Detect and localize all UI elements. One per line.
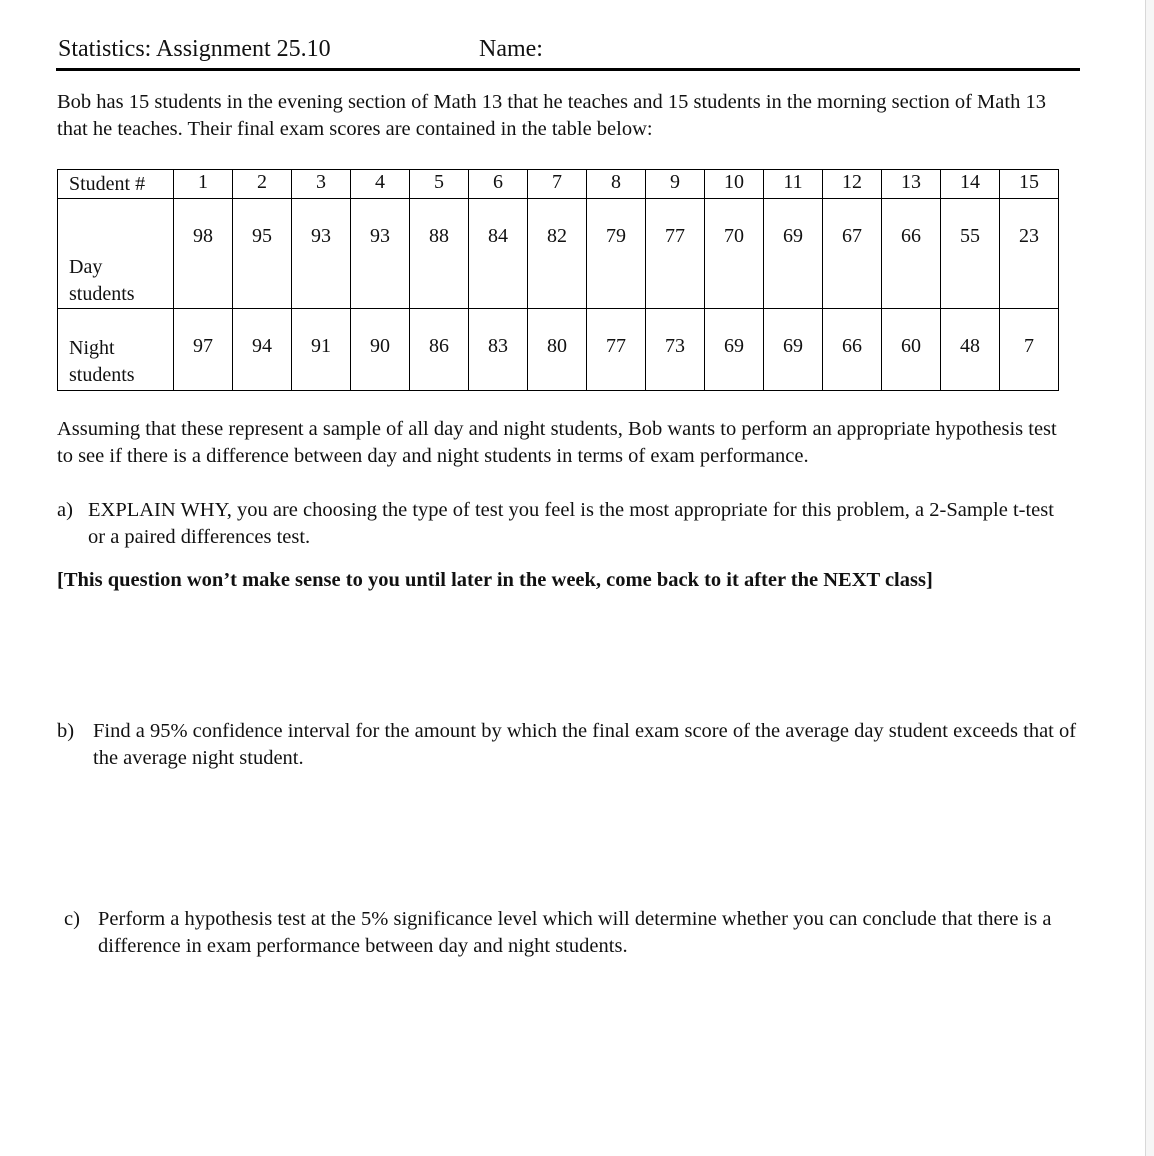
assumption-paragraph: Assuming that these represent a sample of all day and night students, Bob wants to perform an appropriate hypothesis test to see if there is a difference between day and night students in terms of exam performance. — [57, 418, 1057, 467]
question-b-label: b) — [57, 720, 75, 742]
student-number-cell: 4 — [351, 170, 410, 199]
page-edge-scrollbar — [1145, 0, 1154, 1156]
question-c-label: c) — [64, 908, 80, 930]
night-score-cell: 83 — [469, 309, 528, 391]
day-score-cell: 93 — [351, 199, 410, 309]
night-score-cell: 69 — [705, 309, 764, 391]
day-score-cell: 23 — [1000, 199, 1059, 309]
day-score-cell: 88 — [410, 199, 469, 309]
day-score-cell: 84 — [469, 199, 528, 309]
night-score-cell: 77 — [587, 309, 646, 391]
day-students-row — [58, 199, 1059, 309]
student-number-cell: 11 — [764, 170, 823, 199]
night-score-cell: 48 — [941, 309, 1000, 391]
question-c — [64, 906, 1074, 960]
day-score-cell: 70 — [705, 199, 764, 309]
question-b-text: Find a 95% confidence interval for the amount by which the final exam score of the average day student exceeds that of the average night student. — [93, 720, 1077, 769]
day-score-cell: 77 — [646, 199, 705, 309]
night-score-cell: 60 — [882, 309, 941, 391]
day-score-cell: 95 — [233, 199, 292, 309]
student-number-cell: 10 — [705, 170, 764, 199]
night-score-cell: 66 — [823, 309, 882, 391]
student-number-cell: 7 — [528, 170, 587, 199]
student-number-cell: 2 — [233, 170, 292, 199]
day-score-cell: 93 — [292, 199, 351, 309]
student-number-cell: 14 — [941, 170, 1000, 199]
day-header-line2: students — [69, 283, 135, 305]
student-number-cell: 13 — [882, 170, 941, 199]
day-score-cell: 67 — [823, 199, 882, 309]
night-score-cell: 73 — [646, 309, 705, 391]
day-score-cell: 66 — [882, 199, 941, 309]
student-number-cell: 6 — [469, 170, 528, 199]
student-number-header: Student # — [58, 170, 174, 199]
question-a-text: EXPLAIN WHY, you are choosing the type of test you feel is the most appropriate for this problem, a 2-Sample t-test or a paired differences test. — [88, 499, 1054, 548]
student-number-cell: 1 — [174, 170, 233, 199]
question-a-note: [This question won’t make sense to you until later in the week, come back to it after the NEXT class] — [57, 569, 933, 591]
student-number-cell: 3 — [292, 170, 351, 199]
night-score-cell: 86 — [410, 309, 469, 391]
night-score-cell: 91 — [292, 309, 351, 391]
day-score-cell: 79 — [587, 199, 646, 309]
day-score-cell: 82 — [528, 199, 587, 309]
question-a — [57, 497, 1067, 551]
intro-paragraph: Bob has 15 students in the evening section of Math 13 that he teaches and 15 students in the morning section of Math 13 that he teaches. Their final exam scores are contained in the table below: — [57, 91, 1046, 140]
day-header-line1: Day — [69, 256, 103, 278]
night-score-cell: 69 — [764, 309, 823, 391]
night-score-cell: 7 — [1000, 309, 1059, 391]
question-b — [57, 718, 1077, 772]
student-number-cell: 9 — [646, 170, 705, 199]
student-number-cell: 5 — [410, 170, 469, 199]
night-header-line1: Night — [69, 337, 115, 359]
assignment-header — [56, 34, 1080, 71]
day-students-header — [58, 199, 174, 309]
night-score-cell: 90 — [351, 309, 410, 391]
name-label: Name: — [479, 36, 543, 62]
night-score-cell: 97 — [174, 309, 233, 391]
day-score-cell: 55 — [941, 199, 1000, 309]
student-number-cell: 8 — [587, 170, 646, 199]
scores-table — [57, 169, 1059, 391]
night-header-line2: students — [69, 364, 135, 386]
day-score-cell: 98 — [174, 199, 233, 309]
night-students-row — [58, 309, 1059, 391]
day-score-cell: 69 — [764, 199, 823, 309]
student-number-row — [58, 170, 1059, 199]
student-number-cell: 12 — [823, 170, 882, 199]
night-score-cell: 94 — [233, 309, 292, 391]
question-a-label: a) — [57, 499, 73, 521]
night-students-header — [58, 309, 174, 391]
night-score-cell: 80 — [528, 309, 587, 391]
assignment-title: Statistics: Assignment 25.10 — [58, 36, 331, 62]
question-c-text: Perform a hypothesis test at the 5% significance level which will determine whether you can conclude that there is a difference in exam performance between day and night students. — [98, 908, 1052, 957]
student-number-cell: 15 — [1000, 170, 1059, 199]
